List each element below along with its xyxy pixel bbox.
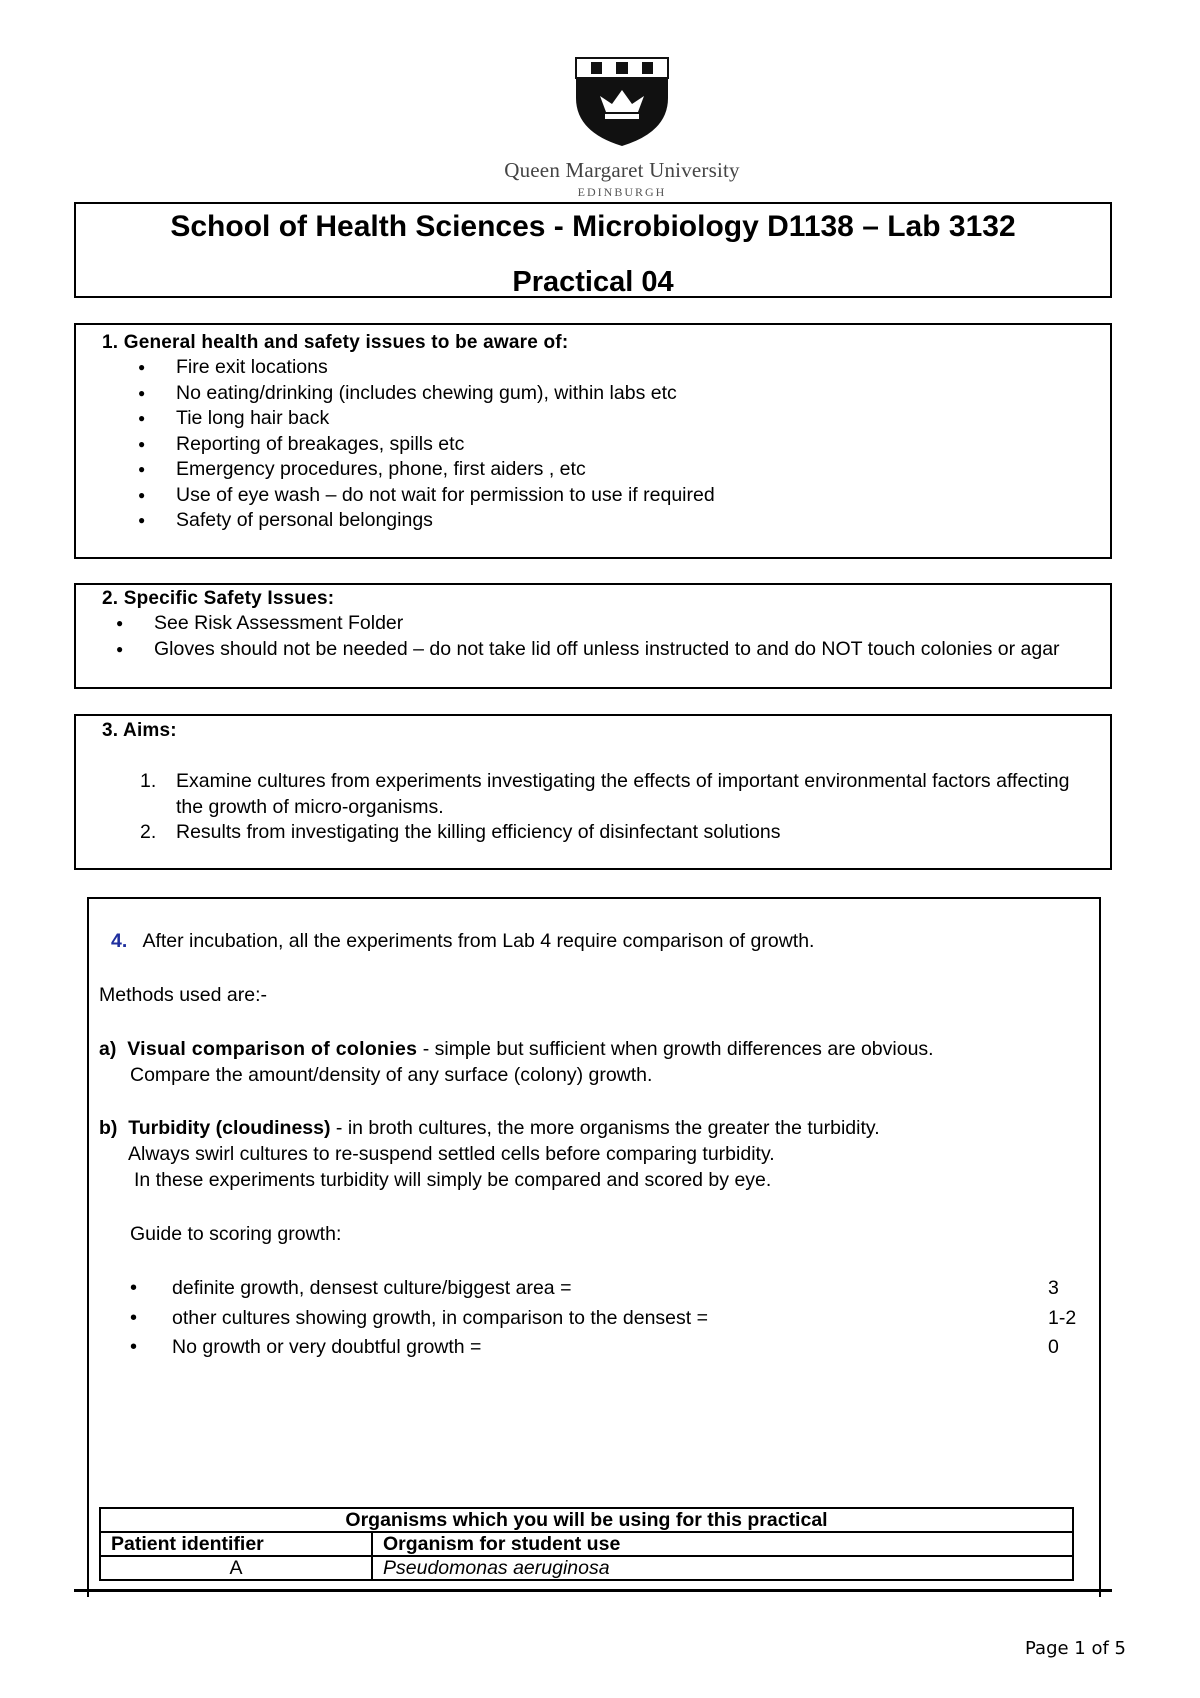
list-item: ● Gloves should not be needed – do not take lid off unless instructed to and do NOT touch colonies or agar bbox=[154, 637, 1074, 663]
guide-label: Guide to scoring growth: bbox=[130, 1223, 342, 1245]
score-description: other cultures showing growth, in comparison to the densest = bbox=[172, 1306, 709, 1329]
list-item bbox=[172, 1335, 1077, 1361]
section-general-safety bbox=[74, 323, 1112, 559]
list-item bbox=[140, 769, 1076, 820]
table-header: Organism for student use bbox=[372, 1532, 1073, 1556]
patient-id-cell: A bbox=[100, 1556, 372, 1580]
method-a bbox=[99, 1037, 934, 1063]
list-item bbox=[172, 1306, 1077, 1332]
table-row bbox=[100, 1556, 1073, 1580]
score-value: 1-2 bbox=[1048, 1306, 1077, 1329]
method-b-detail: Always swirl cultures to re-suspend settled cells before comparing turbidity. bbox=[128, 1143, 775, 1165]
method-text: - in broth cultures, the more organisms the greater the turbidity. bbox=[330, 1117, 880, 1139]
page-number: Page 1 of 5 bbox=[1025, 1638, 1126, 1659]
title-box bbox=[74, 202, 1112, 298]
list-item: ● Emergency procedures, phone, first aiders , etc bbox=[176, 457, 715, 483]
list-item: ● See Risk Assessment Folder bbox=[154, 611, 1074, 637]
method-title: Turbidity (cloudiness) bbox=[128, 1117, 331, 1139]
aims-list bbox=[140, 769, 1076, 846]
bullet-list bbox=[176, 355, 715, 534]
score-description: No growth or very doubtful growth = bbox=[172, 1336, 482, 1358]
aim-number: 2. bbox=[140, 821, 157, 843]
list-item bbox=[140, 820, 1076, 846]
university-logo bbox=[492, 50, 752, 200]
section-specific-safety bbox=[74, 583, 1112, 689]
scoring-list bbox=[172, 1276, 1077, 1361]
list-item: ● Fire exit locations bbox=[176, 355, 715, 381]
list-item: ● Safety of personal belongings bbox=[176, 508, 715, 534]
method-title: Visual comparison of colonies bbox=[127, 1038, 418, 1060]
document-title: School of Health Sciences - Microbiology D1138 – Lab 3132 bbox=[170, 210, 1016, 243]
aim-number: 1. bbox=[140, 770, 157, 792]
table-header: Patient identifier bbox=[100, 1532, 372, 1556]
organisms-table bbox=[99, 1507, 1074, 1581]
method-label: b) bbox=[99, 1117, 118, 1139]
section-number: 4. bbox=[111, 930, 128, 952]
organism-cell: Pseudomonas aeruginosa bbox=[372, 1556, 1073, 1580]
list-item: ● Tie long hair back bbox=[176, 406, 715, 432]
score-value: 3 bbox=[1048, 1277, 1059, 1299]
methods-label: Methods used are:- bbox=[99, 984, 268, 1006]
practical-number: Practical 04 bbox=[512, 266, 674, 298]
intro-text: After incubation, all the experiments from Lab 4 require comparison of growth. bbox=[142, 930, 815, 952]
list-item: ● Reporting of breakages, spills etc bbox=[176, 432, 715, 458]
method-b-detail: In these experiments turbidity will simply be compared and scored by eye. bbox=[134, 1169, 772, 1191]
crest-icon bbox=[562, 50, 682, 150]
score-value: 0 bbox=[1048, 1336, 1059, 1358]
list-item: ● No eating/drinking (includes chewing gum), within labs etc bbox=[176, 381, 715, 407]
section-growth-comparison bbox=[87, 897, 1101, 1597]
method-label: a) bbox=[99, 1038, 117, 1060]
aim-text: Results from investigating the killing efficiency of disinfectant solutions bbox=[176, 821, 781, 843]
method-text: - simple but sufficient when growth differences are obvious. bbox=[417, 1038, 934, 1060]
aim-text: Examine cultures from experiments investigating the effects of important environmental factors affecting the growth of micro-organisms. bbox=[176, 770, 1070, 818]
section-heading: 3. Aims: bbox=[102, 720, 177, 741]
section-aims bbox=[74, 714, 1112, 870]
bottom-divider bbox=[74, 1589, 1112, 1592]
score-description: definite growth, densest culture/biggest area = bbox=[172, 1277, 572, 1299]
bullet-list bbox=[154, 611, 1074, 662]
method-a-detail: Compare the amount/density of any surface (colony) growth. bbox=[130, 1064, 653, 1086]
section-heading: 2. Specific Safety Issues: bbox=[102, 588, 335, 609]
university-name: Queen Margaret University bbox=[504, 158, 740, 182]
table-caption: Organisms which you will be using for this practical bbox=[100, 1508, 1073, 1532]
university-city: EDINBURGH bbox=[577, 185, 667, 199]
section-intro bbox=[111, 929, 814, 955]
method-b bbox=[99, 1116, 880, 1142]
list-item bbox=[172, 1276, 1077, 1302]
section-heading: 1. General health and safety issues to be aware of: bbox=[102, 332, 569, 353]
list-item: ● Use of eye wash – do not wait for permission to use if required bbox=[176, 483, 715, 509]
